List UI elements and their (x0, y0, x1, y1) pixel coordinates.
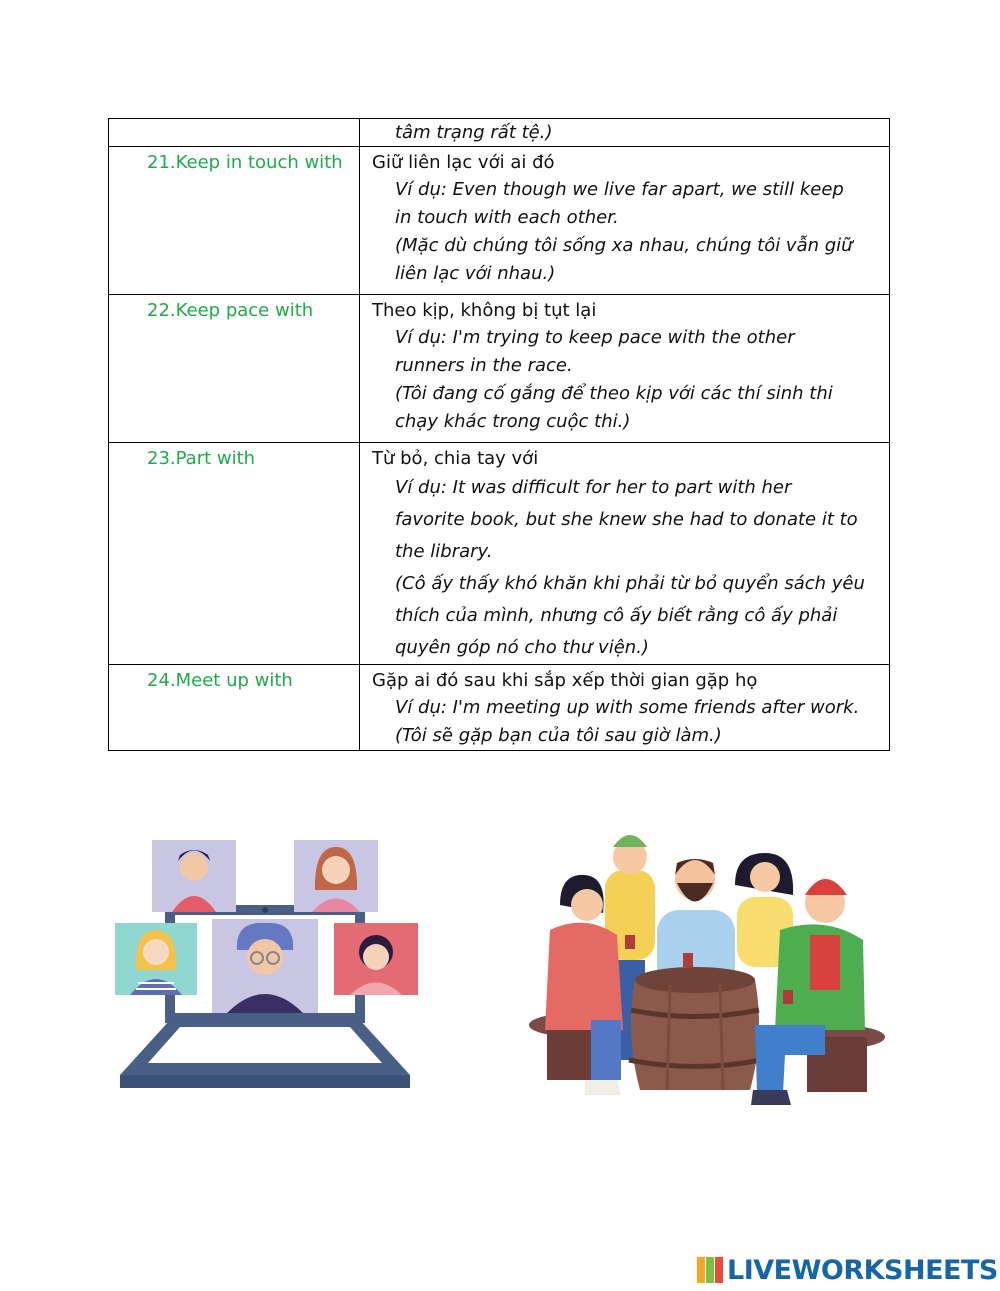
participant-tile (294, 840, 378, 912)
meaning-text: Theo kịp, không bị tụt lại (372, 300, 597, 321)
term-cell (109, 147, 360, 295)
meaning-cell (360, 443, 890, 665)
cup-icon (783, 990, 793, 1004)
participant-tile (334, 923, 418, 995)
meaning-cell (360, 665, 890, 751)
liveworksheets-logo-icon (697, 1257, 723, 1283)
example-line: the library. (395, 541, 493, 562)
table-row (109, 295, 890, 443)
example-line: quyên góp nó cho thư viện.) (395, 637, 649, 658)
term-cell (109, 443, 360, 665)
term-cell (109, 665, 360, 751)
example-line: Ví dụ: Even though we live far apart, we still keep (395, 179, 844, 200)
example-line: runners in the race. (395, 355, 573, 376)
term-cell (109, 295, 360, 443)
meaning-text: Gặp ai đó sau khi sắp xếp thời gian gặp họ (372, 670, 758, 691)
example-line: (Tôi đang cố gắng để theo kịp với các thí sinh thi (395, 383, 833, 404)
liveworksheets-brand (697, 1254, 998, 1286)
example-line: Ví dụ: I'm meeting up with some friends after work. (395, 697, 860, 718)
phrasal-verb-term: 23.Part with (147, 448, 256, 469)
example-line: (Mặc dù chúng tôi sống xa nhau, chúng tôi vẫn giữ (395, 235, 853, 256)
cup-icon (683, 953, 693, 967)
example-line: tâm trạng rất tệ.) (395, 122, 553, 143)
vocabulary-table (108, 118, 890, 751)
meaning-cell (360, 119, 890, 147)
term-cell (109, 119, 360, 147)
barrel (629, 967, 761, 1090)
meaning-text: Từ bỏ, chia tay với (372, 448, 539, 469)
cup-icon (625, 935, 635, 949)
example-line: chạy khác trong cuộc thi.) (395, 411, 631, 432)
participant-tile (115, 923, 197, 995)
laptop-edge (120, 1075, 410, 1088)
example-line: in touch with each other. (395, 207, 619, 228)
example-line: Ví dụ: It was difficult for her to part with her (395, 477, 792, 498)
participant-tile (212, 919, 318, 1013)
phrasal-verb-term: 21.Keep in touch with (147, 152, 343, 173)
example-line: Ví dụ: I'm trying to keep pace with the other (395, 327, 795, 348)
phrasal-verb-term: 22.Keep pace with (147, 300, 314, 321)
table-row (109, 665, 890, 751)
meaning-cell (360, 147, 890, 295)
video-call-laptop-illustration (110, 835, 420, 1095)
example-line: (Tôi sẽ gặp bạn của tôi sau giờ làm.) (395, 725, 722, 746)
meaning-text: Giữ liên lạc với ai đó (372, 152, 555, 173)
brand-name: LIVEWORKSHEETS (727, 1254, 998, 1286)
table-row (109, 443, 890, 665)
phrasal-verb-term: 24.Meet up with (147, 670, 293, 691)
example-line: liên lạc với nhau.) (395, 263, 556, 284)
friends-around-barrel-illustration (525, 825, 895, 1115)
laptop-keyboard-area (148, 1027, 382, 1063)
example-line: (Cô ấy thấy khó khăn khi phải từ bỏ quyển sách yêu (395, 573, 865, 594)
example-line: thích của mình, nhưng cô ấy biết rằng cô ấy phải (395, 605, 838, 626)
webcam-icon (262, 907, 268, 913)
participant-tile (152, 840, 236, 912)
example-line: favorite book, but she knew she had to donate it to (395, 509, 858, 530)
meaning-cell (360, 295, 890, 443)
table-row (109, 119, 890, 147)
table-row (109, 147, 890, 295)
